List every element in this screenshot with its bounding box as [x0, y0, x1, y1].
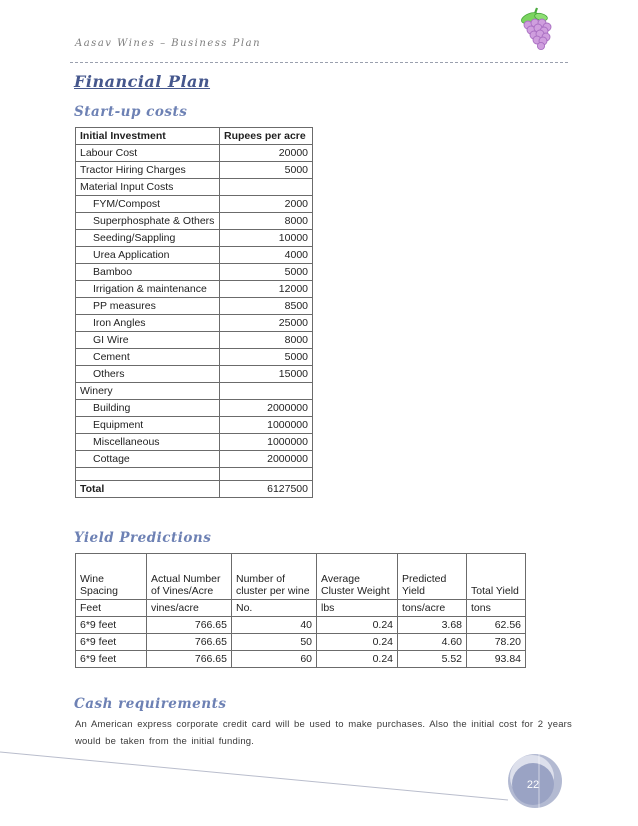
item-value: 8500 — [220, 298, 313, 315]
cell: 766.65 — [147, 634, 232, 651]
item-value: 5000 — [220, 264, 313, 281]
cell: 4.60 — [398, 634, 467, 651]
column-header: Actual Number of Vines/Acre — [147, 554, 232, 600]
column-header: Number of cluster per wine — [232, 554, 317, 600]
cell: 93.84 — [467, 651, 526, 668]
page-number: 22 — [526, 779, 540, 791]
table-row — [76, 634, 526, 651]
table-row — [76, 315, 313, 332]
table-row — [76, 230, 313, 247]
item-value: 20000 — [220, 145, 313, 162]
item-label: Cottage — [76, 451, 220, 468]
cell: 766.65 — [147, 617, 232, 634]
item-value: 2000 — [220, 196, 313, 213]
page-title: Financial Plan — [74, 72, 211, 91]
table-row — [76, 298, 313, 315]
item-label — [76, 468, 220, 481]
item-label: Tractor Hiring Charges — [76, 162, 220, 179]
cell: tons/acre — [398, 600, 467, 617]
cell: vines/acre — [147, 600, 232, 617]
cell: Feet — [76, 600, 147, 617]
item-label: Superphosphate & Others — [76, 213, 220, 230]
table-row — [76, 468, 313, 481]
table-row — [76, 213, 313, 230]
header-title: Aasav Wines – Business Plan — [75, 38, 262, 49]
units-row — [76, 600, 526, 617]
item-label: Miscellaneous — [76, 434, 220, 451]
column-header: Rupees per acre — [220, 128, 313, 145]
cell: No. — [232, 600, 317, 617]
cell: lbs — [317, 600, 398, 617]
column-header: Predicted Yield — [398, 554, 467, 600]
section-heading-startup-costs: Start-up costs — [74, 104, 188, 120]
item-label: Others — [76, 366, 220, 383]
table-row — [76, 481, 313, 498]
column-header: Wine Spacing — [76, 554, 147, 600]
item-value — [220, 468, 313, 481]
table-row — [76, 179, 313, 196]
item-value: 4000 — [220, 247, 313, 264]
item-value: 10000 — [220, 230, 313, 247]
item-label: Urea Application — [76, 247, 220, 264]
item-value: 1000000 — [220, 434, 313, 451]
item-label: Building — [76, 400, 220, 417]
item-label: Iron Angles — [76, 315, 220, 332]
column-header: Average Cluster Weight — [317, 554, 398, 600]
table-row — [76, 400, 313, 417]
item-label: Cement — [76, 349, 220, 366]
item-value: 2000000 — [220, 451, 313, 468]
item-value: 8000 — [220, 332, 313, 349]
cell: 62.56 — [467, 617, 526, 634]
table-row — [76, 383, 313, 400]
item-label: FYM/Compost — [76, 196, 220, 213]
item-value: 5000 — [220, 162, 313, 179]
column-header: Initial Investment — [76, 128, 220, 145]
cell: 40 — [232, 617, 317, 634]
item-value — [220, 383, 313, 400]
table-row — [76, 434, 313, 451]
item-value: 2000000 — [220, 400, 313, 417]
startup-costs-table — [75, 127, 313, 498]
cell: 60 — [232, 651, 317, 668]
cell: 78.20 — [467, 634, 526, 651]
cell: 0.24 — [317, 617, 398, 634]
item-value: 25000 — [220, 315, 313, 332]
table-row — [76, 332, 313, 349]
cash-requirements-paragraph: An American express corporate credit card will be used to make purchases. Also the initial cost for 2 years would be taken from the initial funding. — [75, 719, 572, 747]
grapes-icon — [516, 6, 556, 52]
table-row — [76, 281, 313, 298]
item-label: Bamboo — [76, 264, 220, 281]
table-row — [76, 145, 313, 162]
item-label: Equipment — [76, 417, 220, 434]
cell: 50 — [232, 634, 317, 651]
table-row — [76, 264, 313, 281]
dashed-divider — [70, 62, 568, 63]
cell: 0.24 — [317, 651, 398, 668]
item-value: 5000 — [220, 349, 313, 366]
cell: 3.68 — [398, 617, 467, 634]
item-label: Winery — [76, 383, 220, 400]
section-heading-yield-predictions: Yield Predictions — [74, 530, 212, 546]
item-label: Total — [76, 481, 220, 498]
cell: 6*9 feet — [76, 651, 147, 668]
table-header-row — [76, 128, 313, 145]
table-row — [76, 417, 313, 434]
item-value: 12000 — [220, 281, 313, 298]
table-header-row — [76, 554, 526, 600]
item-label: GI Wire — [76, 332, 220, 349]
cell: 6*9 feet — [76, 634, 147, 651]
item-label: PP measures — [76, 298, 220, 315]
table-row — [76, 651, 526, 668]
table-row — [76, 617, 526, 634]
item-label: Labour Cost — [76, 145, 220, 162]
cell: 6*9 feet — [76, 617, 147, 634]
section-heading-cash-requirements: Cash requirements — [74, 696, 227, 712]
item-value: 6127500 — [220, 481, 313, 498]
table-row — [76, 451, 313, 468]
cell: 766.65 — [147, 651, 232, 668]
table-row — [76, 349, 313, 366]
table-row — [76, 247, 313, 264]
yield-predictions-table — [75, 553, 526, 668]
table-row — [76, 366, 313, 383]
table-row — [76, 196, 313, 213]
item-label: Seeding/Sappling — [76, 230, 220, 247]
item-value: 8000 — [220, 213, 313, 230]
table-row — [76, 162, 313, 179]
page-number-badge — [506, 751, 564, 813]
cell: 0.24 — [317, 634, 398, 651]
item-label: Material Input Costs — [76, 179, 220, 196]
item-value: 1000000 — [220, 417, 313, 434]
cell: tons — [467, 600, 526, 617]
item-value — [220, 179, 313, 196]
item-value: 15000 — [220, 366, 313, 383]
column-header: Total Yield — [467, 554, 526, 600]
item-label: Irrigation & maintenance — [76, 281, 220, 298]
cell: 5.52 — [398, 651, 467, 668]
